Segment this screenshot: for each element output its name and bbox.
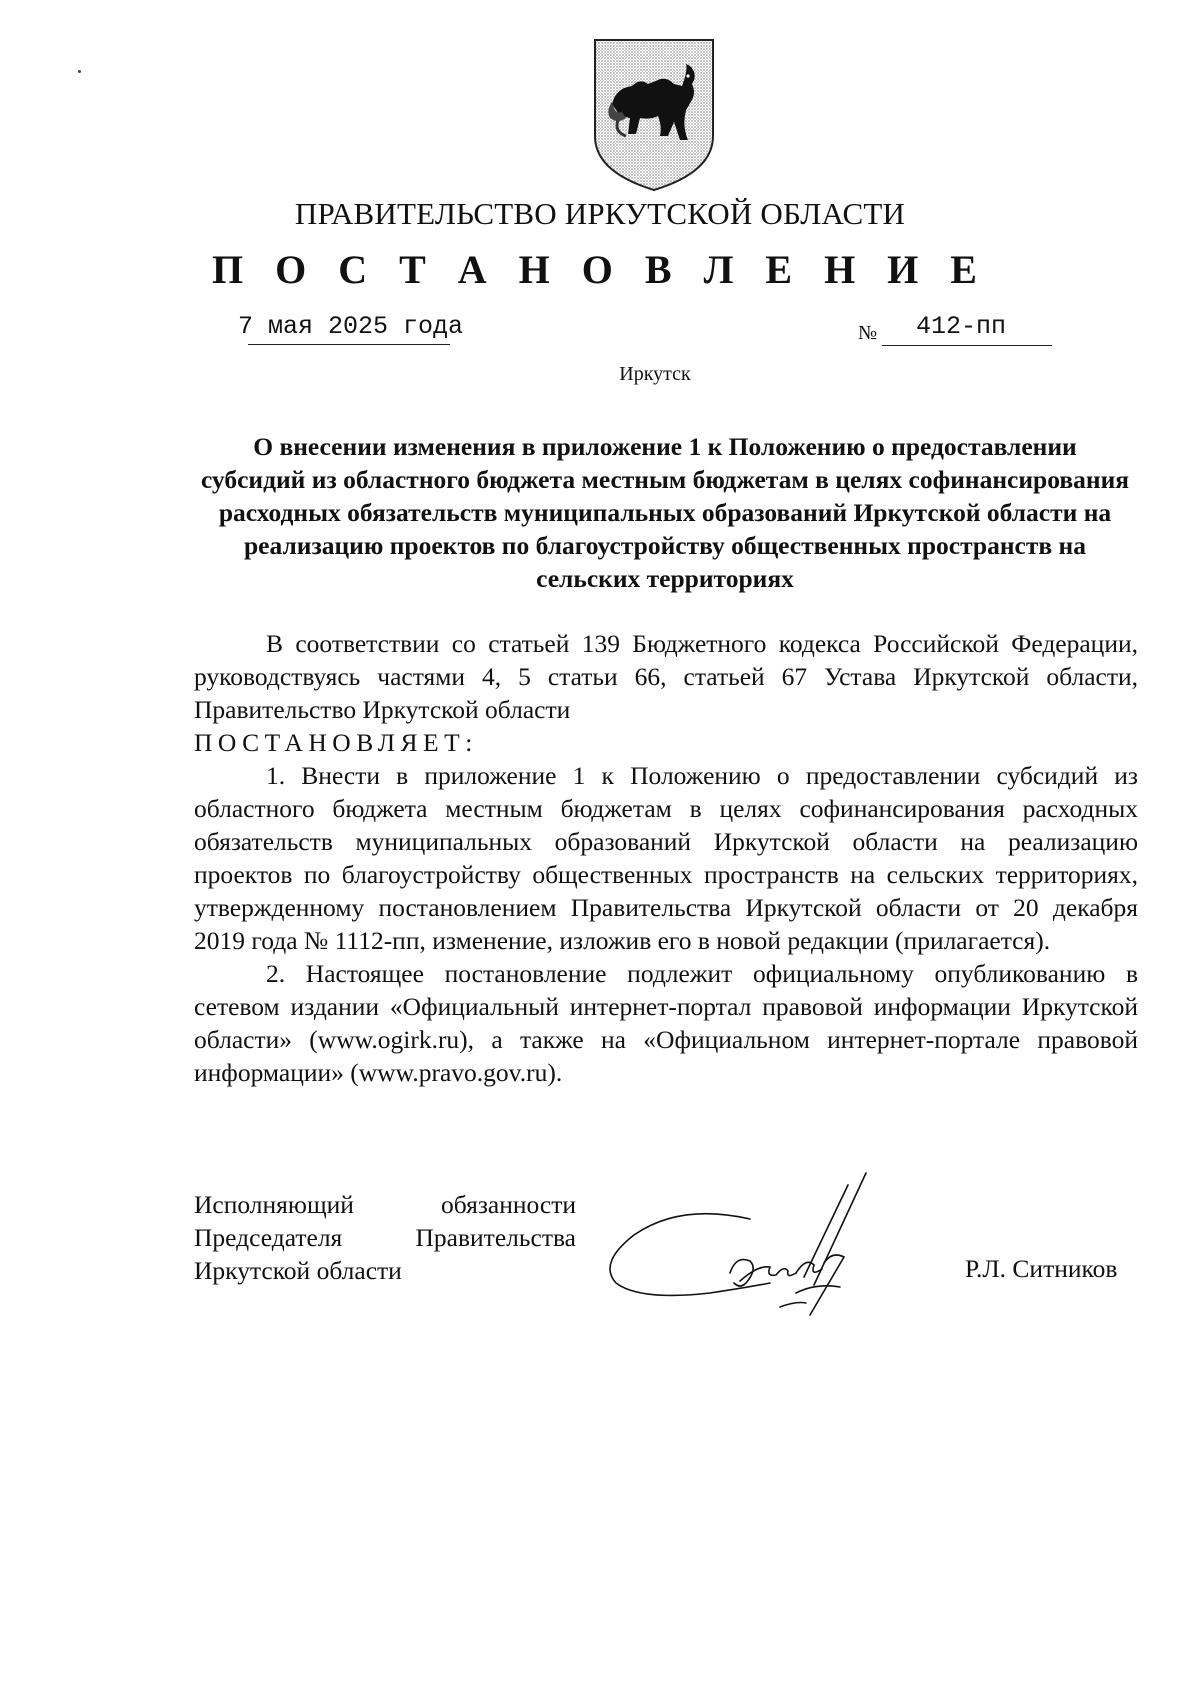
document-number: 412-пп bbox=[916, 312, 1007, 341]
signer-name: Р.Л. Ситников bbox=[965, 1254, 1118, 1283]
document-date: 7 мая 2025 года bbox=[238, 312, 464, 341]
position-word: Председателя bbox=[194, 1223, 343, 1252]
document-body bbox=[194, 627, 1138, 1089]
item-1-paragraph: 1. Внести в приложение 1 к Положению о предоставлении субсидий из областного бюджета местным бюджетам в целях софинансирования расходных обязательств муниципальных образований Иркутской области на реализацию проектов по благоустройству общественных пространств на сельских территориях, утвержденному постановлением Правительства Иркутской области от 20 декабря 2019 года № 1112-пп, изменение, изложив его в новой редакции (прилагается). bbox=[194, 761, 1138, 955]
item-2-paragraph: 2. Настоящее постановление подлежит официальному опубликованию в сетевом издании «Официальный интернет-портал правовой информации Иркутской области» (www.ogirk.ru), а также на «Официальном интернет-портале правовой информации» (www.pravo.gov.ru). bbox=[194, 959, 1138, 1087]
signatory-position bbox=[194, 1188, 576, 1287]
resolves-heading: ПОСТАНОВЛЯЕТ: bbox=[194, 728, 478, 757]
preamble-paragraph: В соответствии со статьей 139 Бюджетного кодекса Российской Федерации, руководствуясь частями 4, 5 статьи 66, статьей 67 Устава Иркутской области, Правительство Иркутской области bbox=[194, 629, 1138, 724]
position-word: Исполняющий bbox=[194, 1190, 354, 1219]
number-sign: № bbox=[858, 322, 878, 344]
document-title: О внесении изменения в приложение 1 к Положению о предоставлении субсидий из областного бюджета местным бюджетам в целях софинансирования расходных обязательств муниципальных образований Иркутской области на реализацию проектов по благоустройству общественных пространств на сельских территориях bbox=[200, 432, 1130, 593]
position-line-3: Иркутской области bbox=[194, 1256, 402, 1285]
position-word: Правительства bbox=[415, 1223, 576, 1252]
document-type: П О С Т А Н О В Л Е Н И Е bbox=[212, 247, 988, 292]
position-line-1 bbox=[194, 1188, 576, 1221]
scan-speck bbox=[78, 70, 81, 73]
number-underline bbox=[882, 345, 1052, 346]
handwritten-signature bbox=[600, 1165, 900, 1327]
city-name: Иркутск bbox=[619, 363, 691, 385]
government-name: ПРАВИТЕЛЬСТВО ИРКУТСКОЙ ОБЛАСТИ bbox=[294, 196, 906, 231]
position-word: обязанности bbox=[441, 1190, 576, 1219]
position-line-2 bbox=[194, 1221, 576, 1254]
date-underline bbox=[248, 344, 450, 345]
irkutsk-coat-of-arms-icon bbox=[592, 36, 716, 192]
